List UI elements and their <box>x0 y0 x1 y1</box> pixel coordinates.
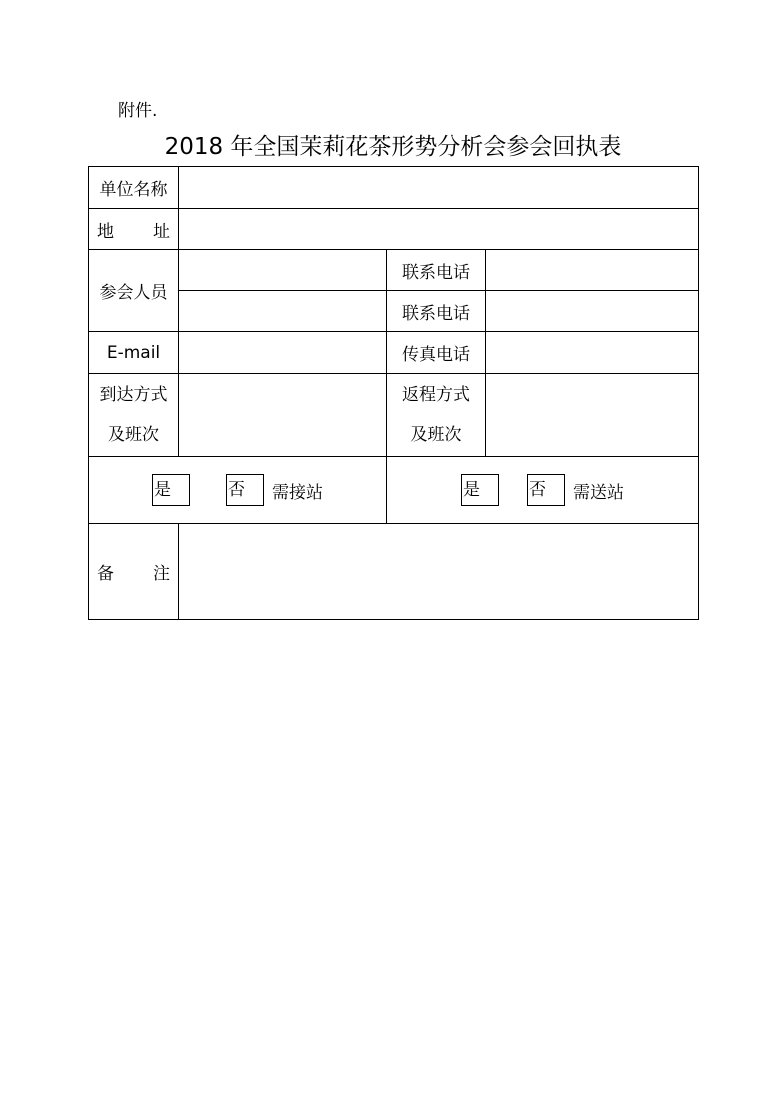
return-label-line-1: 返程方式 <box>402 385 470 405</box>
contact-phone-field-2[interactable] <box>486 291 699 332</box>
address-label-char-1: 地 <box>97 221 114 242</box>
contact-phone-field-1[interactable] <box>486 250 699 291</box>
address-label <box>89 209 179 250</box>
pickup-yes-box[interactable]: 是 <box>152 474 190 506</box>
address-field[interactable] <box>179 209 699 250</box>
dropoff-yes-box[interactable]: 是 <box>461 474 499 506</box>
attendees-label: 参会人员 <box>89 250 179 332</box>
pickup-no-box[interactable]: 否 <box>226 474 264 506</box>
arrival-label <box>89 374 179 457</box>
address-label-char-2: 址 <box>153 221 170 242</box>
unit-name-label: 单位名称 <box>89 167 179 209</box>
dropoff-no-box[interactable]: 否 <box>527 474 565 506</box>
attendee-field-1[interactable] <box>179 250 387 291</box>
arrival-field[interactable] <box>179 374 387 457</box>
page-title: 2018 年全国茉莉花茶形势分析会参会回执表 <box>164 134 622 160</box>
dropoff-label: 需送站 <box>573 482 624 503</box>
fax-label: 传真电话 <box>387 332 486 374</box>
contact-phone-label-1: 联系电话 <box>387 250 486 291</box>
remarks-label-char-2: 注 <box>153 564 170 584</box>
email-label: E-mail <box>89 332 179 374</box>
attachment-label: 附件. <box>118 101 158 121</box>
dropoff-cell <box>387 457 699 524</box>
pickup-cell <box>89 457 387 524</box>
return-label <box>387 374 486 457</box>
remarks-label-char-1: 备 <box>97 564 114 584</box>
fax-field[interactable] <box>486 332 699 374</box>
return-label-line-2: 及班次 <box>410 425 462 445</box>
contact-phone-label-2: 联系电话 <box>387 291 486 332</box>
pickup-label: 需接站 <box>272 482 323 503</box>
receipt-form-table <box>88 166 699 620</box>
remarks-label <box>89 524 179 620</box>
arrival-label-line-2: 及班次 <box>108 425 159 445</box>
unit-name-field[interactable] <box>179 167 699 209</box>
email-field[interactable] <box>179 332 387 374</box>
attendee-field-2[interactable] <box>179 291 387 332</box>
return-field[interactable] <box>486 374 699 457</box>
remarks-field[interactable] <box>179 524 699 620</box>
arrival-label-line-1: 到达方式 <box>99 385 168 405</box>
